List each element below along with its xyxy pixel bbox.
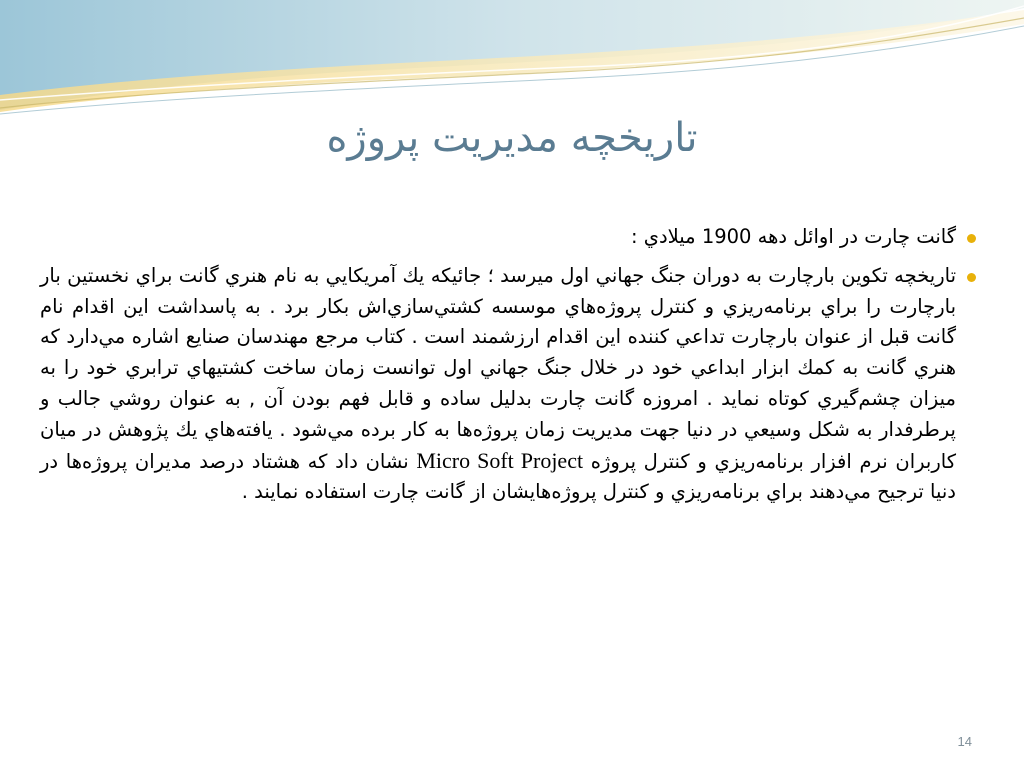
bullet-list [40,222,978,516]
bullet-item [40,222,978,253]
bullet-item [40,261,978,508]
software-name: Micro Soft Project [416,447,584,473]
slide-title: تاريخچه مديريت پروژه [326,115,698,161]
bullet-dot-icon [967,234,976,243]
bullet-text-continued: نشان داد كه هشتاد درصد مديران پروژه‌ها در دنيا ترجيح مي‌دهند براي برنامه‌ريزي و كنترل پروژه‌هايشان از گانت چارت استفاده نمايند . [40,449,956,504]
page-number: 14 [957,734,972,749]
bullet-text: تاريخچه تكوين بارچارت به دوران جنگ جهاني اول ميرسد ؛ جائيكه يك آمريكايي به نام هنري گانت براي نخستين بار بارچارت را براي برنامه‌ريزي و كنترل پروژه‌هاي موسسه كشتي‌سازي‌اش بكار برد . به پاسداشت اين اقدام نام گانت قبل از عنوان بارچارت تداعي كننده اين اقدام ارزشمند است . كتاب مرجع مهندسان صنايع اشاره مي‌دارد كه هنري گانت به كمك ابزار ابداعي خود در خلال جنگ جهاني اول توانست زمان ساخت كشتيهاي ترابري خود را به ميزان چشم‌گيري كوتاه نمايد . امروزه گانت چارت بدليل ساده و قابل فهم بودن آن , به عنوان روشي جالب و پرطرفدار به شكل وسيعي در دنيا جهت مديريت زمان پروژه‌ها به كار برده مي‌شود . يافته‌هاي يك پژوهش در ميان كاربران نرم افزار برنامه‌ريزي و كنترل پروژه [40,263,956,473]
bullet-dot-icon [967,273,976,282]
bullet-text: گانت چارت در اوائل دهه 1900 ميلادي : [630,225,956,248]
